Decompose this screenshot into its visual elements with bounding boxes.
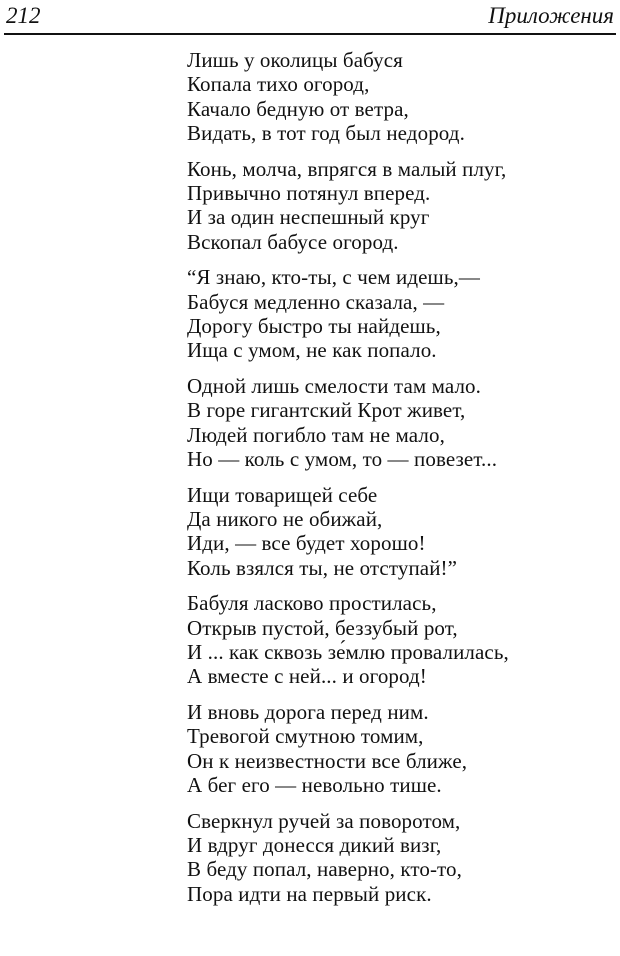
stanza bbox=[187, 48, 612, 145]
verse-line: В горе гигантский Крот живет, bbox=[187, 398, 466, 423]
stanza bbox=[187, 700, 612, 797]
verse-line: А вместе с ней... и огород! bbox=[187, 664, 427, 689]
stanza bbox=[187, 157, 612, 254]
verse-line: А бег его — невольно тише. bbox=[187, 773, 442, 798]
verse-line: Привычно потянул вперед. bbox=[187, 180, 431, 205]
stanza bbox=[187, 809, 612, 906]
verse-line: В беду попал, наверно, кто-то, bbox=[187, 857, 462, 882]
verse-line: Коль взялся ты, не отступай!” bbox=[187, 555, 458, 580]
verse-line: И за один неспешный круг bbox=[187, 205, 430, 230]
verse-line: Пора идти на первый риск. bbox=[187, 881, 432, 906]
verse-line: Ища с умом, не как попало. bbox=[187, 338, 437, 363]
verse-line: Открыв пустой, беззубый рот, bbox=[187, 615, 458, 640]
verse-line: Ищи товарищей себе bbox=[187, 482, 378, 507]
verse-line: И вдруг донесся дикий визг, bbox=[187, 833, 442, 858]
verse-line: Видать, в тот год был недород. bbox=[187, 120, 465, 145]
section-title: Приложения bbox=[488, 3, 614, 28]
verse-line: Сверкнул ручей за поворотом, bbox=[187, 808, 461, 833]
stanza bbox=[187, 591, 612, 688]
verse-line: Людей погибло там не мало, bbox=[187, 422, 445, 447]
verse-line: И вновь дорога перед ним. bbox=[187, 700, 429, 725]
verse-line: Тревогой смутною томим, bbox=[187, 724, 424, 749]
page-number: 212 bbox=[6, 3, 41, 28]
verse-line: Вскопал бабусе огород. bbox=[187, 229, 399, 254]
verse-line: Он к неизвестности все ближе, bbox=[187, 748, 468, 773]
stanza bbox=[187, 265, 612, 362]
stanza bbox=[187, 483, 612, 580]
header-rule bbox=[4, 33, 616, 35]
verse-line: Но — коль с умом, то — повезет... bbox=[187, 446, 498, 471]
verse-line: Копала тихо огород, bbox=[187, 72, 370, 97]
verse-line: Дорогу быстро ты найдешь, bbox=[187, 313, 441, 338]
stanza bbox=[187, 374, 612, 471]
verse-line: Конь, молча, впрягся в малый плуг, bbox=[187, 156, 507, 181]
verse-line: Лишь у околицы бабуся bbox=[187, 48, 403, 72]
verse-line: “Я знаю, кто-ты, с чем идешь,— bbox=[187, 265, 480, 290]
verse-line: И ... как сквозь зе́млю провалилась, bbox=[187, 640, 509, 665]
verse-line: Бабуля ласково простилась, bbox=[187, 591, 437, 616]
verse-line: Бабуся медленно сказала, — bbox=[187, 289, 445, 314]
verse-line: Иди, — все будет хорошо! bbox=[187, 531, 426, 556]
running-head bbox=[4, 2, 616, 32]
verse-line: Да никого не обижай, bbox=[187, 507, 383, 532]
verse-line: Одной лишь смелости там мало. bbox=[187, 374, 482, 399]
verse-line: Качало бедную от ветра, bbox=[187, 96, 409, 121]
poem-text bbox=[187, 48, 612, 918]
